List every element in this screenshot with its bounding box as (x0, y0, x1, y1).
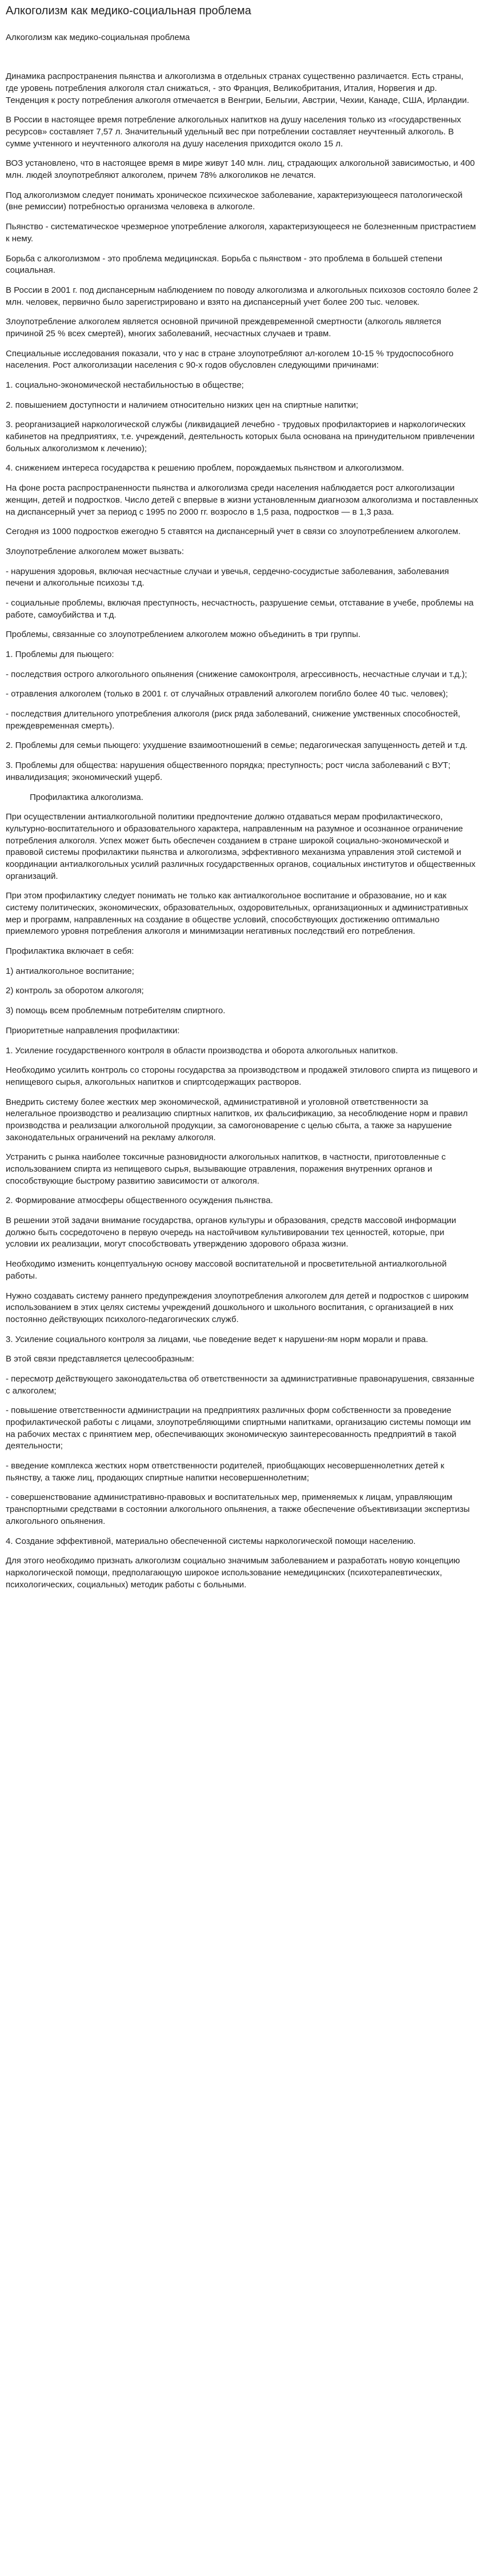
article-paragraph: Пьянство - систематическое чрезмерное употребление алкоголя, характеризующееся не болезненным пристрастием к нему. (6, 222, 476, 244)
article-paragraph: 4. снижением интереса государства к решению проблем, порождаемых пьянством и алкоголизмом. (6, 463, 405, 473)
article-paragraph: Профилактика алкоголизма. (30, 792, 143, 802)
article-paragraph: Злоупотребление алкоголем может вызвать: (6, 546, 184, 556)
article-paragraph: Динамика распространения пьянства и алкоголизма в отдельных странах существенно различается. Есть страны, где уровень потребления алкоголя стал снижаться, - это Франция, Великобритания, Италия, Норвегия и др. Тенденция к росту потребления алкоголя отмечается в Венгрии, Бельгии, Австрии, Чехии, Канаде, США, Ирландии. (6, 71, 470, 105)
article-paragraph: Специальные исследования показали, что у нас в стране злоупотребляют ал-коголем 10-15 % трудоспособного населения. Рост алкоголизации населения с 90-х годов обусловлен следующими причинами: (6, 348, 454, 371)
article-subtitle: Алкоголизм как медико-социальная проблема (6, 33, 190, 42)
article-paragraph: ВОЗ установлено, что в настоящее время в мире живут 140 млн. лиц, страдающих алкогольной зависимостью, и 400 млн. людей злоупотребляют алкоголем, причем 78% алкоголиков не лечатся. (6, 158, 475, 181)
article-paragraph: - повышение ответственности администрации на предприятиях различных форм собственности за проведение профилактической работы с лицами, злоупотребляющими спиртными напитками, организацию системы помощи им на рабочих местах с принятием мер, обеспечивающих экономическую заинтересованность предприятий в такой деятельности; (6, 1406, 471, 1451)
article-paragraph: Внедрить систему более жестких мер экономической, административной и уголовной ответственности за нелегальное производство и реализацию спиртных напитков, их фальсификацию, за несоблюдение норм и правил производства и реализации алкогольной продукции, за самогоноварение с целью сбыта, а также за нарушение законодательных ограничений на рекламу алкоголя. (6, 1097, 468, 1142)
article-paragraph: 3) помощь всем проблемным потребителям спиртного. (6, 1006, 226, 1016)
article-paragraph: - отравления алкоголем (только в 2001 г. от случайных отравлений алкоголем погибло более 40 тыс. человек); (6, 689, 448, 699)
article-paragraph: - последствия длительного употребления алкоголя (риск ряда заболеваний, снижение умственных способностей, преждевременная смерть). (6, 709, 461, 731)
article-paragraph: - нарушения здоровья, включая несчастные случаи и увечья, сердечно-сосудистые заболевания, заболевания печени и алкогольные психозы т.д. (6, 566, 449, 588)
article-paragraph: Профилактика включает в себя: (6, 946, 134, 957)
article-paragraph: Проблемы, связанные со злоупотреблением алкоголем можно объединить в три группы. (6, 630, 361, 640)
article-paragraph: 3. Усиление социального контроля за лицами, чье поведение ведет к нарушени-ям норм морали и права. (6, 1334, 429, 1344)
article-paragraph: В решении этой задачи внимание государства, органов культуры и образования, средств массовой информации должно быть сосредоточено в первую очередь на настойчивом культивировании тех ценностей, которые, при условии их реализации, могут способствовать утверждению здорового образа жизни. (6, 1216, 457, 1249)
article-paragraph: 4. Создание эффективной, материально обеспеченной системы наркологической помощи населению. (6, 1536, 416, 1546)
article-paragraph: В этой связи представляется целесообразным: (6, 1354, 194, 1364)
article-paragraph: 1. социально-экономической нестабильностью в обществе; (6, 380, 244, 390)
article-body (6, 71, 478, 1591)
article-paragraph: Под алкоголизмом следует понимать хроническое психическое заболевание, характеризующееся патологической (вне ремиссии) потребностью организма человека в алкоголе. (6, 190, 463, 212)
article-paragraph: 2. Формирование атмосферы общественного осуждения пьянства. (6, 1196, 273, 1206)
article-paragraph: 1. Усиление государственного контроля в области производства и оборота алкогольных напитков. (6, 1045, 398, 1056)
article-paragraph: При осуществлении антиалкогольной политики предпочтение должно отдаваться мерам профилактического, культурно-воспитательного и образовательного характера, направленным на разумное и осознанное ограничение потребления алкоголя. Успех может быть обеспечен созданием в стране широкой социально-экономической и правовой системы профилактики пьянства и алкоголизма, эффективного механизма управления этой системой и координации антиалкогольных усилий различных государственных органов, социальных институтов и общественных организаций. (6, 812, 476, 881)
article-paragraph: Для этого необходимо признать алкоголизм социально значимым заболеванием и разработать новую концепцию наркологической помощи, предполагающую широкое использование немедицинских (психотерапевтических, психологических, социальных) методик работы с больными. (6, 1556, 460, 1590)
article-paragraph: При этом профилактику следует понимать не только как антиалкогольное воспитание и образование, но и как систему политических, экономических, образовательных, оздоровительных, организационных и административных мер и программ, направленных на создание в обществе условий, способствующих достижению оптимально приемлемого уровня потребления алкоголя и минимизации негативных последствий его потребления. (6, 891, 469, 937)
article-paragraph: Сегодня из 1000 подростков ежегодно 5 ставятся на диспансерный учет в связи со злоупотреблением алкоголем. (6, 527, 461, 537)
article-paragraph: Борьба с алкоголизмом - это проблема медицинская. Борьба с пьянством - это проблема в большей степени социальная. (6, 253, 442, 276)
article-paragraph: Приоритетные направления профилактики: (6, 1025, 180, 1036)
article-paragraph: - последствия острого алкогольного опьянения (снижение самоконтроля, агрессивность, несчастные случаи и т.д.); (6, 669, 467, 679)
article-paragraph: 1) антиалкогольное воспитание; (6, 966, 134, 976)
article-paragraph: 3. Проблемы для общества: нарушения общественного порядка; преступность; рост числа заболеваний с ВУТ; инвалидизация; экономический ущерб. (6, 761, 451, 782)
article-paragraph: - введение комплекса жестких норм ответственности родителей, приобщающих несовершеннолетних детей к пьянству, а также лиц, продающих спиртные напитки несовершеннолетним; (6, 1461, 445, 1483)
page-title: Алкоголизм как медико-социальная проблема (6, 5, 251, 17)
article-paragraph: Нужно создавать систему раннего предупреждения злоупотребления алкоголем для детей и подростков с широким использованием в этих целях системы учреждений дошкольного и школьного воспитания, с организацией в них постоянно действующих психолого-педагогических служб. (6, 1291, 469, 1324)
article-paragraph: - пересмотр действующего законодательства об ответственности за административные правонарушения, связанные с алкоголем; (6, 1373, 475, 1396)
article-paragraph: В России в настоящее время потребление алкогольных напитков на душу населения только из «государственных ресурсов» составляет 7,57 л. Значительный удельный вес при потреблении составляет неучтенный алкоголь. В сумме учтенного и неучтенного алкоголя на душу населения приходится около 15 л. (6, 115, 461, 149)
article-paragraph: Необходимо усилить контроль со стороны государства за производством и продажей этилового спирта из пищевого и непищевого сырья, алкогольных напитков и спиртсодержащих растворов. (6, 1065, 478, 1087)
article-paragraph: - социальные проблемы, включая преступность, несчастность, разрушение семьи, отставание в учебе, проблемы на работе, самоубийства и т.д. (6, 598, 474, 620)
article-paragraph: 2) контроль за оборотом алкоголя; (6, 986, 144, 996)
article-paragraph: 3. реорганизацией наркологической службы (ликвидацией лечебно - трудовых профилакториев и наркологических кабинетов на предприятиях, т.е. учреждений, деятельность которых была основана на принудительном привлечении больных алкоголизмом к лечению); (6, 420, 475, 453)
article-paragraph: На фоне роста распространенности пьянства и алкоголизма среди населения наблюдается рост алкоголизации женщин, детей и подростков. Число детей с впервые в жизни установленным диагнозом алкоголизма и поставленных на диспансерный учет за период с 1995 по 2000 гг. возросло в 1,5 раза, подростков — в 1,3 раза. (6, 483, 478, 517)
article-paragraph: 2. Проблемы для семьи пьющего: ухудшение взаимоотношений в семье; педагогическая запущенность детей и т.д. (6, 740, 467, 751)
article-paragraph: Необходимо изменить концептуальную основу массовой воспитательной и просветительной антиалкогольной работы. (6, 1259, 447, 1281)
article-paragraph: Злоупотребление алкоголем является основной причиной преждевременной смертности (алкоголь является причиной 25 % всех смертей), многих заболеваний, несчастных случаев и травм. (6, 317, 441, 339)
article-paragraph: В России в 2001 г. под диспансерным наблюдением по поводу алкоголизма и алкогольных психозов состояло более 2 млн. человек, первично было зарегистрировано и взято на диспансерный учет более 200 тыс. человек. (6, 285, 478, 307)
article-paragraph: 2. повышением доступности и наличием относительно низких цен на спиртные напитки; (6, 400, 358, 410)
article-paragraph: Устранить с рынка наиболее токсичные разновидности алкогольных напитков, в частности, приготовленные с использованием спирта из непищевого сырья, вызывающие отравления, поражения внутренних органов и способствующие быстрому развитию зависимости от алкоголя. (6, 1152, 446, 1186)
article-paragraph: 1. Проблемы для пьющего: (6, 650, 114, 659)
article-paragraph: - совершенствование административно-правовых и воспитательных мер, применяемых к лицам, управляющим транспортными средствами в состоянии алкогольного опьянения, а также обеспечение объективизации экспертизы алкогольного опьянения. (6, 1492, 470, 1526)
